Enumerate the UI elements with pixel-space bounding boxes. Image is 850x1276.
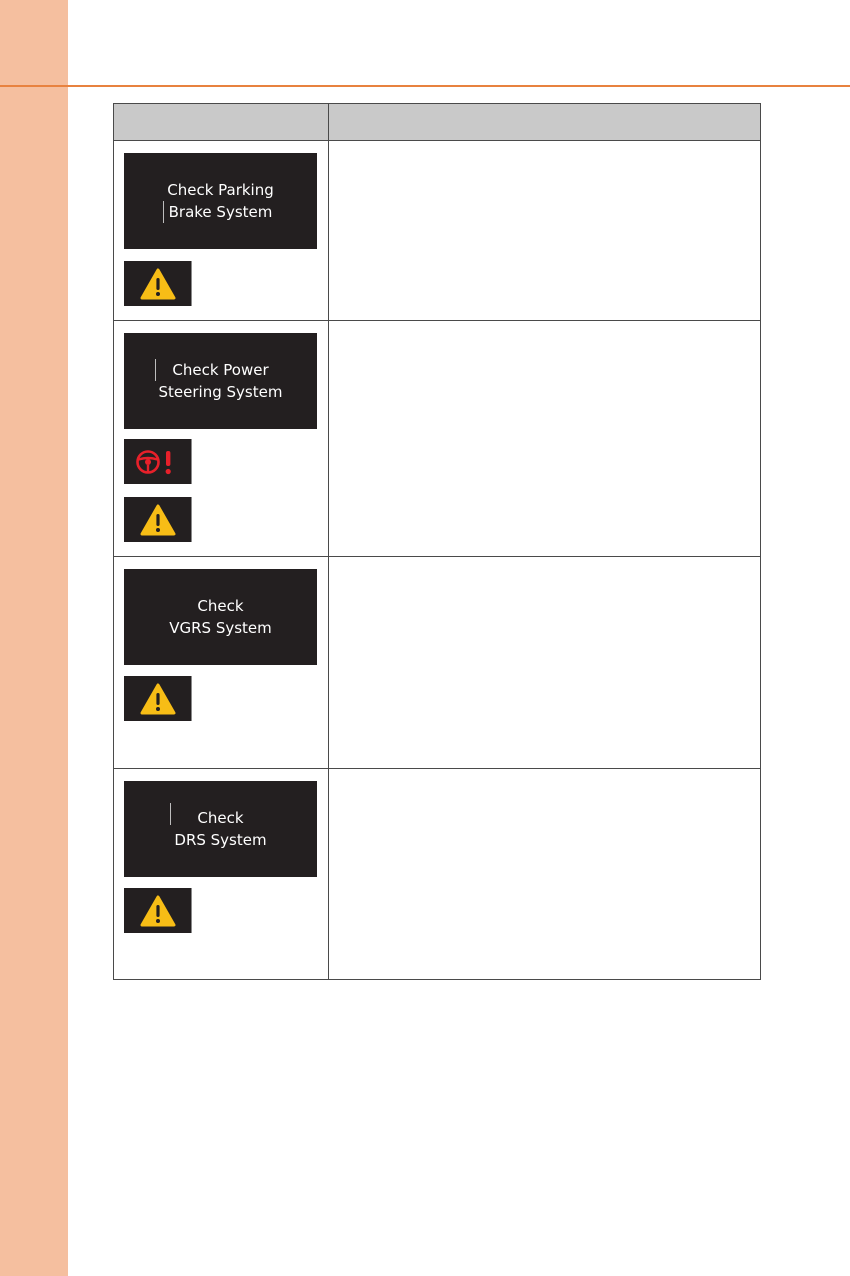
power-steering-warning-icon <box>133 447 183 477</box>
text-cursor-mark <box>163 201 164 223</box>
table-row <box>114 557 761 769</box>
message-text <box>169 595 272 639</box>
page-side-band <box>0 0 68 1276</box>
message-line-1: Check <box>197 809 244 827</box>
table-header-row <box>114 104 761 141</box>
table-header-cell-left <box>114 104 329 141</box>
description-cell <box>329 557 761 769</box>
message-display-panel <box>124 569 317 665</box>
warning-icon-tile <box>124 676 192 721</box>
table-row <box>114 141 761 321</box>
description-cell <box>329 769 761 980</box>
message-text <box>174 807 266 851</box>
power-steering-icon-tile <box>124 439 192 484</box>
warning-triangle-icon <box>140 504 176 536</box>
message-line-2: Steering System <box>158 383 283 401</box>
message-display-panel <box>124 333 317 429</box>
message-line-2: Brake System <box>168 203 273 221</box>
description-cell <box>329 321 761 557</box>
table-header-cell-right <box>329 104 761 141</box>
table-row <box>114 769 761 980</box>
message-line-1: Check Power <box>172 361 269 379</box>
message-cell <box>114 769 329 980</box>
warning-icon-tile <box>124 497 192 542</box>
message-line-2: VGRS System <box>169 619 272 637</box>
warning-icon-tile <box>124 888 192 933</box>
message-line-2: DRS System <box>174 831 267 849</box>
text-cursor-mark <box>170 803 171 825</box>
warning-message-table <box>113 103 761 980</box>
warning-triangle-icon <box>140 895 176 927</box>
message-display-panel <box>124 781 317 877</box>
message-line-1: Check Parking <box>167 181 274 199</box>
message-cell <box>114 141 329 321</box>
message-text <box>159 359 283 403</box>
table-row <box>114 321 761 557</box>
message-text <box>167 179 274 223</box>
message-cell <box>114 321 329 557</box>
warning-icon-tile <box>124 261 192 306</box>
message-line-1: Check <box>197 597 244 615</box>
description-cell <box>329 141 761 321</box>
text-cursor-mark <box>155 359 156 381</box>
warning-triangle-icon <box>140 683 176 715</box>
header-rule <box>0 85 850 87</box>
message-cell <box>114 557 329 769</box>
message-display-panel <box>124 153 317 249</box>
warning-triangle-icon <box>140 268 176 300</box>
